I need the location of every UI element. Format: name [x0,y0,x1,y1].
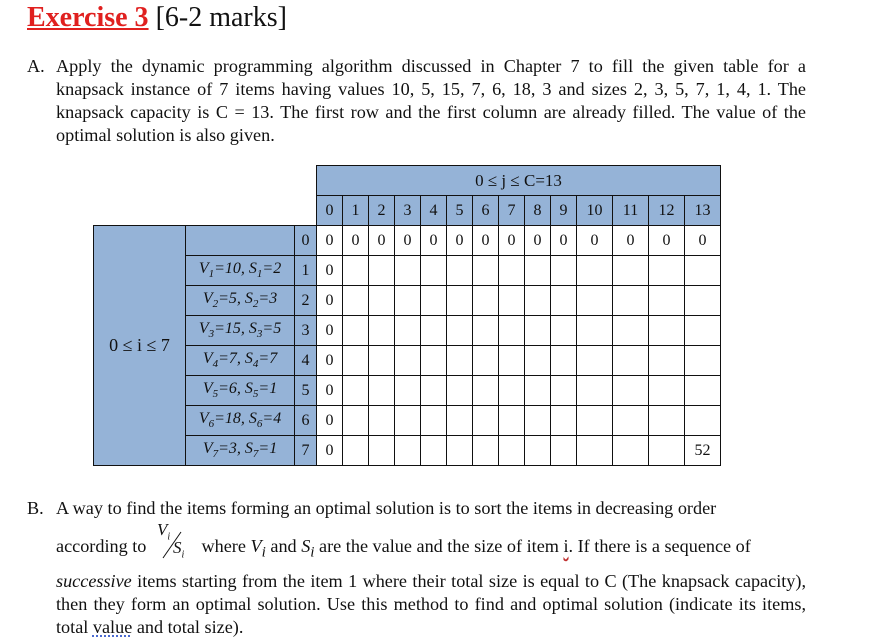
j-value-cell: 0 [317,196,343,226]
empty-cell[interactable] [649,406,685,436]
empty-cell[interactable] [649,256,685,286]
value-cell: 0 [473,226,499,256]
empty-cell[interactable] [421,376,447,406]
empty-cell[interactable] [343,316,369,346]
item-label-cell: $V_3=15$, $S_3=5$ [186,316,295,346]
value-cell: 0 [395,226,421,256]
row-index-cell: 5 [295,376,317,406]
item-label-cell: $V_2=5$, $S_2=3$ [186,286,295,316]
empty-cell[interactable] [649,316,685,346]
value-cell: 0 [317,436,343,466]
value-word: value [92,617,133,637]
empty-cell[interactable] [447,346,473,376]
empty-cell[interactable] [447,316,473,346]
empty-cell[interactable] [395,376,421,406]
value-cell: 0 [317,376,343,406]
successive-word: successive [56,571,132,591]
table-row [94,316,721,346]
empty-cell[interactable] [395,346,421,376]
value-cell[interactable] [685,286,721,316]
empty-cell[interactable] [395,436,421,466]
value-cell: 0 [577,226,613,256]
fraction-numerator: $V_i$ [156,520,171,543]
empty-cell[interactable] [369,376,395,406]
empty-cell[interactable] [343,256,369,286]
empty-cell[interactable] [395,256,421,286]
row-index-cell: 7 [295,436,317,466]
empty-cell[interactable] [649,376,685,406]
j-values-row [94,196,721,226]
empty-cell[interactable] [473,436,499,466]
empty-cell[interactable] [551,346,577,376]
part-b-label: B. [27,498,44,518]
item-label-cell: $V_6=18$, $S_6=4$ [186,406,295,436]
empty-cell[interactable] [577,376,613,406]
empty-cell[interactable] [395,286,421,316]
value-cell[interactable] [685,256,721,286]
empty-cell[interactable] [473,376,499,406]
table-row [94,226,721,256]
part-a-label: A. [27,56,45,76]
item-label-cell: $V_4=7$, $S_4=7$ [186,346,295,376]
value-cell: 0 [317,346,343,376]
j-value-cell: 3 [395,196,421,226]
empty-cell[interactable] [613,346,649,376]
fraction-denominator: $S_i$ [172,538,185,561]
value-cell: 0 [447,226,473,256]
empty-cell[interactable] [343,376,369,406]
empty-cell[interactable] [499,346,525,376]
empty-cell[interactable] [369,436,395,466]
j-value-cell: 10 [577,196,613,226]
empty-cell[interactable] [421,346,447,376]
table-row [94,436,721,466]
exercise-title [27,2,287,34]
empty-cell[interactable] [577,436,613,466]
empty-cell[interactable] [499,406,525,436]
empty-cell[interactable] [343,436,369,466]
empty-cell[interactable] [525,376,551,406]
exercise-marks: [6-2 marks] [155,2,287,33]
empty-cell[interactable] [473,346,499,376]
according-to-text: according to [56,536,147,556]
empty-cell[interactable] [649,346,685,376]
empty-cell[interactable] [447,256,473,286]
empty-cell[interactable] [613,316,649,346]
empty-cell[interactable] [525,316,551,346]
part-a-text: Apply the dynamic programming algorithm discussed in Chapter 7 to fill the given table for a knapsack instance of 7 items having values 10, 5, 15, 7, 6, 18, 3 and sizes 2, 3, 5, 7, 1, 4, 1. The knapsack capacity is C = 13. The first row and the first column are already filled. The value of the optimal solution is also given. [56,56,806,145]
j-value-cell: 13 [685,196,721,226]
ratio-fraction [151,520,197,561]
value-cell: 0 [317,406,343,436]
empty-cell[interactable] [577,316,613,346]
empty-cell[interactable] [525,346,551,376]
empty-cell[interactable] [343,406,369,436]
empty-cell[interactable] [421,316,447,346]
empty-cell[interactable] [499,256,525,286]
value-cell[interactable] [685,376,721,406]
empty-cell[interactable] [447,286,473,316]
j-value-cell: 6 [473,196,499,226]
empty-cell[interactable] [525,256,551,286]
empty-cell[interactable] [525,406,551,436]
row-index-cell: 6 [295,406,317,436]
empty-cell[interactable] [473,256,499,286]
value-cell: 0 [343,226,369,256]
empty-cell[interactable] [551,256,577,286]
empty-cell[interactable] [499,376,525,406]
value-cell[interactable] [685,346,721,376]
empty-cell[interactable] [447,436,473,466]
table-row [94,286,721,316]
value-cell: 0 [525,226,551,256]
j-value-cell: 7 [499,196,525,226]
empty-cell[interactable] [577,346,613,376]
empty-cell[interactable] [613,286,649,316]
knapsack-table [93,165,721,466]
row-index-cell: 4 [295,346,317,376]
table-header-row [94,166,721,196]
row-index-cell: 1 [295,256,317,286]
empty-cell[interactable] [649,436,685,466]
vi-symbol: $V_i$ [250,536,266,561]
empty-cell[interactable] [421,436,447,466]
row-index-cell: 2 [295,286,317,316]
row-index-cell: 3 [295,316,317,346]
value-cell: 0 [685,226,721,256]
empty-cell[interactable] [395,316,421,346]
value-cell: 0 [369,226,395,256]
table-row [94,256,721,286]
empty-cell[interactable] [613,436,649,466]
j-value-cell: 9 [551,196,577,226]
j-value-cell: 11 [613,196,649,226]
empty-cell[interactable] [551,286,577,316]
empty-cell[interactable] [343,286,369,316]
si-symbol: $S_i$ [301,536,315,561]
part-b-line3: successive items starting from the item 1 where their total size is equal to C (The knapsack capacity), then they form an optimal solution. Use this method to find and optimal solution (indicate its items, total value and total size). [56,571,807,637]
empty-cell[interactable] [369,256,395,286]
value-cell: 0 [499,226,525,256]
item-label-cell: $V_7=3$, $S_7=1$ [186,436,295,466]
empty-cell[interactable] [577,286,613,316]
empty-cell[interactable] [473,286,499,316]
j-value-cell: 4 [421,196,447,226]
empty-cell[interactable] [369,286,395,316]
empty-cell[interactable] [473,316,499,346]
empty-cell[interactable] [369,406,395,436]
j-value-cell: 8 [525,196,551,226]
empty-cell[interactable] [649,286,685,316]
table-row [94,406,721,436]
empty-cell[interactable] [499,286,525,316]
table-row [94,376,721,406]
empty-cell[interactable] [525,286,551,316]
part-b-line2: according to $V_i$ $S_i$ where $V_i$ and $S_i$ are the value and the size of item i. If there is a sequence of [56,530,806,564]
j-value-cell: 2 [369,196,395,226]
value-cell: 0 [317,256,343,286]
empty-cell[interactable] [499,316,525,346]
item-label-cell: $V_5=6$, $S_5=1$ [186,376,295,406]
empty-cell[interactable] [421,406,447,436]
row-index-cell: 0 [295,226,317,256]
empty-cell[interactable] [613,406,649,436]
empty-cell[interactable] [551,316,577,346]
j-value-cell: 1 [343,196,369,226]
empty-cell[interactable] [499,436,525,466]
i-range-header: 0 ≤ i ≤ 7 [94,226,186,466]
value-cell: 0 [649,226,685,256]
j-range-header: 0 ≤ j ≤ C=13 [317,166,721,196]
value-cell[interactable] [685,406,721,436]
empty-cell[interactable] [421,256,447,286]
item-i-symbol: i [563,536,569,556]
part-b-line1: A way to find the items forming an optimal solution is to sort the items in decreasing order [56,498,717,518]
empty-cell[interactable] [369,346,395,376]
empty-cell[interactable] [525,436,551,466]
row-label-cell [186,226,295,256]
j-value-cell: 12 [649,196,685,226]
empty-cell[interactable] [551,436,577,466]
value-cell[interactable] [685,316,721,346]
empty-cell[interactable] [395,406,421,436]
empty-cell[interactable] [577,406,613,436]
empty-cell[interactable] [473,406,499,436]
table-row [94,346,721,376]
value-cell: 0 [551,226,577,256]
empty-cell[interactable] [613,376,649,406]
empty-cell[interactable] [551,376,577,406]
empty-cell[interactable] [577,256,613,286]
item-label-cell: $V_1=10$, $S_1=2$ [186,256,295,286]
value-cell: 0 [317,286,343,316]
empty-cell[interactable] [447,376,473,406]
empty-cell[interactable] [421,286,447,316]
empty-cell[interactable] [343,346,369,376]
value-cell: 0 [613,226,649,256]
empty-cell[interactable] [369,316,395,346]
j-value-cell: 5 [447,196,473,226]
empty-cell[interactable] [613,256,649,286]
empty-cell[interactable] [447,406,473,436]
value-cell[interactable]: 52 [685,436,721,466]
value-cell: 0 [421,226,447,256]
exercise-number: Exercise 3 [27,2,149,33]
value-cell: 0 [317,316,343,346]
empty-cell[interactable] [551,406,577,436]
value-cell: 0 [317,226,343,256]
